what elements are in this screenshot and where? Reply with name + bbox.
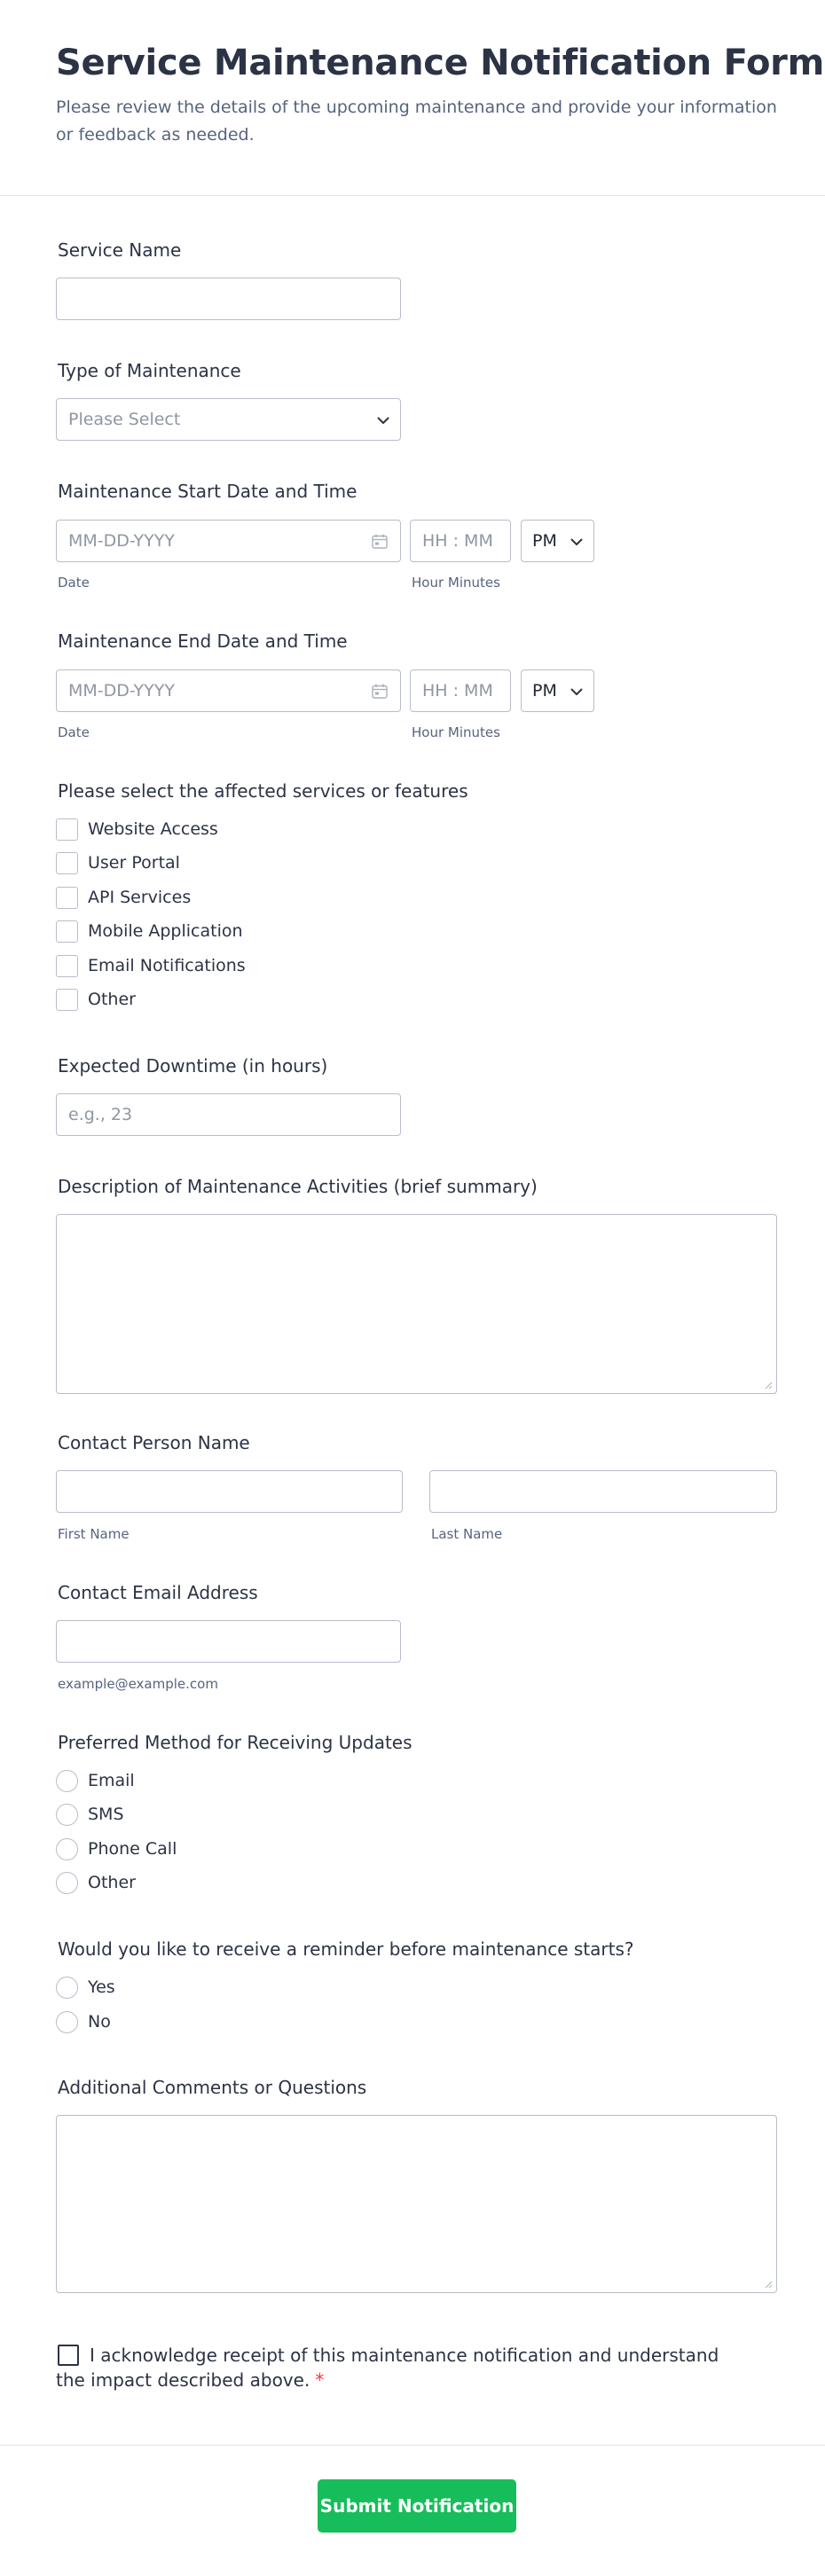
update-method-label: Preferred Method for Receiving Updates	[58, 1732, 412, 1753]
end-datetime-label: Maintenance End Date and Time	[58, 630, 348, 652]
checkbox[interactable]	[56, 955, 78, 977]
resize-handle-icon[interactable]	[764, 1381, 773, 1390]
radio-label: SMS	[88, 1805, 124, 1824]
start-time-input[interactable]	[410, 520, 511, 562]
email-field[interactable]	[56, 1620, 401, 1663]
end-time-sublabel: Hour Minutes	[412, 724, 500, 740]
radio-button[interactable]	[56, 1872, 78, 1894]
checkbox-label: Mobile Application	[88, 921, 243, 941]
comments-label: Additional Comments or Questions	[58, 2077, 367, 2098]
comments-textarea[interactable]	[56, 2115, 777, 2293]
resize-handle-icon[interactable]	[764, 2280, 773, 2289]
start-ampm-select[interactable]	[521, 520, 594, 562]
start-date-placeholder: MM-DD-YYYY	[68, 531, 175, 551]
radio-label: Email	[88, 1771, 135, 1790]
last-name-input[interactable]	[429, 1470, 777, 1513]
required-mark: *	[315, 2369, 325, 2391]
checkbox-label: Website Access	[88, 819, 218, 839]
downtime-label: Expected Downtime (in hours)	[58, 1055, 328, 1077]
radio-button[interactable]	[56, 1770, 78, 1792]
radio-label: Other	[88, 1873, 136, 1892]
checkbox[interactable]	[56, 818, 78, 841]
affected-services-label: Please select the affected services or features	[58, 780, 468, 802]
calendar-icon[interactable]	[372, 684, 388, 699]
end-ampm-value: PM	[532, 681, 557, 701]
submit-button[interactable]: Submit Notification	[318, 2479, 516, 2533]
checkbox-label: User Portal	[88, 853, 180, 873]
last-name-sublabel: Last Name	[431, 1526, 503, 1542]
chevron-down-icon	[377, 417, 389, 425]
checkbox[interactable]	[56, 920, 78, 943]
form-title: Service Maintenance Notification Form	[56, 43, 824, 83]
radio-label: Phone Call	[88, 1839, 177, 1859]
acknowledge-checkbox[interactable]	[58, 2345, 79, 2366]
radio-label: No	[88, 2012, 111, 2032]
checkbox[interactable]	[56, 989, 78, 1011]
radio-button[interactable]	[56, 1838, 78, 1860]
start-datetime-label: Maintenance Start Date and Time	[58, 481, 358, 502]
checkbox[interactable]	[56, 852, 78, 874]
checkbox-label: API Services	[88, 888, 192, 907]
radio-button[interactable]	[56, 2011, 78, 2033]
acknowledge-text-end: the impact described above.	[56, 2369, 310, 2391]
start-time-sublabel: Hour Minutes	[412, 575, 500, 591]
contact-name-label: Contact Person Name	[58, 1432, 250, 1453]
start-ampm-value: PM	[532, 531, 557, 551]
reminder-label: Would you like to receive a reminder before maintenance starts?	[58, 1938, 634, 1960]
downtime-input[interactable]	[56, 1093, 401, 1136]
radio-label: Yes	[88, 1977, 115, 1997]
chevron-down-icon	[570, 688, 583, 696]
start-date-input[interactable]	[56, 520, 401, 562]
radio-button[interactable]	[56, 1977, 78, 1999]
maintenance-type-select[interactable]	[56, 398, 401, 441]
first-name-sublabel: First Name	[58, 1526, 130, 1542]
end-time-input[interactable]	[410, 669, 511, 712]
maintenance-type-label: Type of Maintenance	[58, 360, 241, 381]
end-time-placeholder: HH : MM	[422, 681, 493, 701]
acknowledge-text: I acknowledge receipt of this maintenance notification and understand	[90, 2345, 719, 2366]
start-date-sublabel: Date	[58, 575, 90, 591]
end-date-input[interactable]	[56, 669, 401, 712]
maintenance-type-placeholder: Please Select	[68, 410, 181, 429]
form-subtitle: Please review the details of the upcoming maintenance and provide your information or feedback as needed.	[56, 98, 777, 145]
end-date-placeholder: MM-DD-YYYY	[68, 681, 175, 701]
acknowledge-text-continued	[56, 2369, 324, 2391]
checkbox-label: Other	[88, 990, 136, 1009]
checkbox[interactable]	[56, 887, 78, 909]
form-header	[0, 0, 825, 196]
chevron-down-icon	[570, 538, 583, 546]
first-name-input[interactable]	[56, 1470, 403, 1513]
start-time-placeholder: HH : MM	[422, 531, 493, 551]
description-label: Description of Maintenance Activities (brief summary)	[58, 1176, 538, 1197]
footer-divider	[0, 2445, 825, 2446]
end-date-sublabel: Date	[58, 724, 90, 740]
calendar-icon[interactable]	[372, 534, 388, 549]
end-ampm-select[interactable]	[521, 669, 594, 712]
checkbox-label: Email Notifications	[88, 956, 246, 975]
description-textarea[interactable]	[56, 1214, 777, 1394]
radio-button[interactable]	[56, 1804, 78, 1826]
email-sublabel: example@example.com	[58, 1676, 218, 1692]
service-name-label: Service Name	[58, 239, 182, 261]
contact-email-label: Contact Email Address	[58, 1582, 258, 1603]
service-name-input[interactable]	[56, 278, 401, 320]
